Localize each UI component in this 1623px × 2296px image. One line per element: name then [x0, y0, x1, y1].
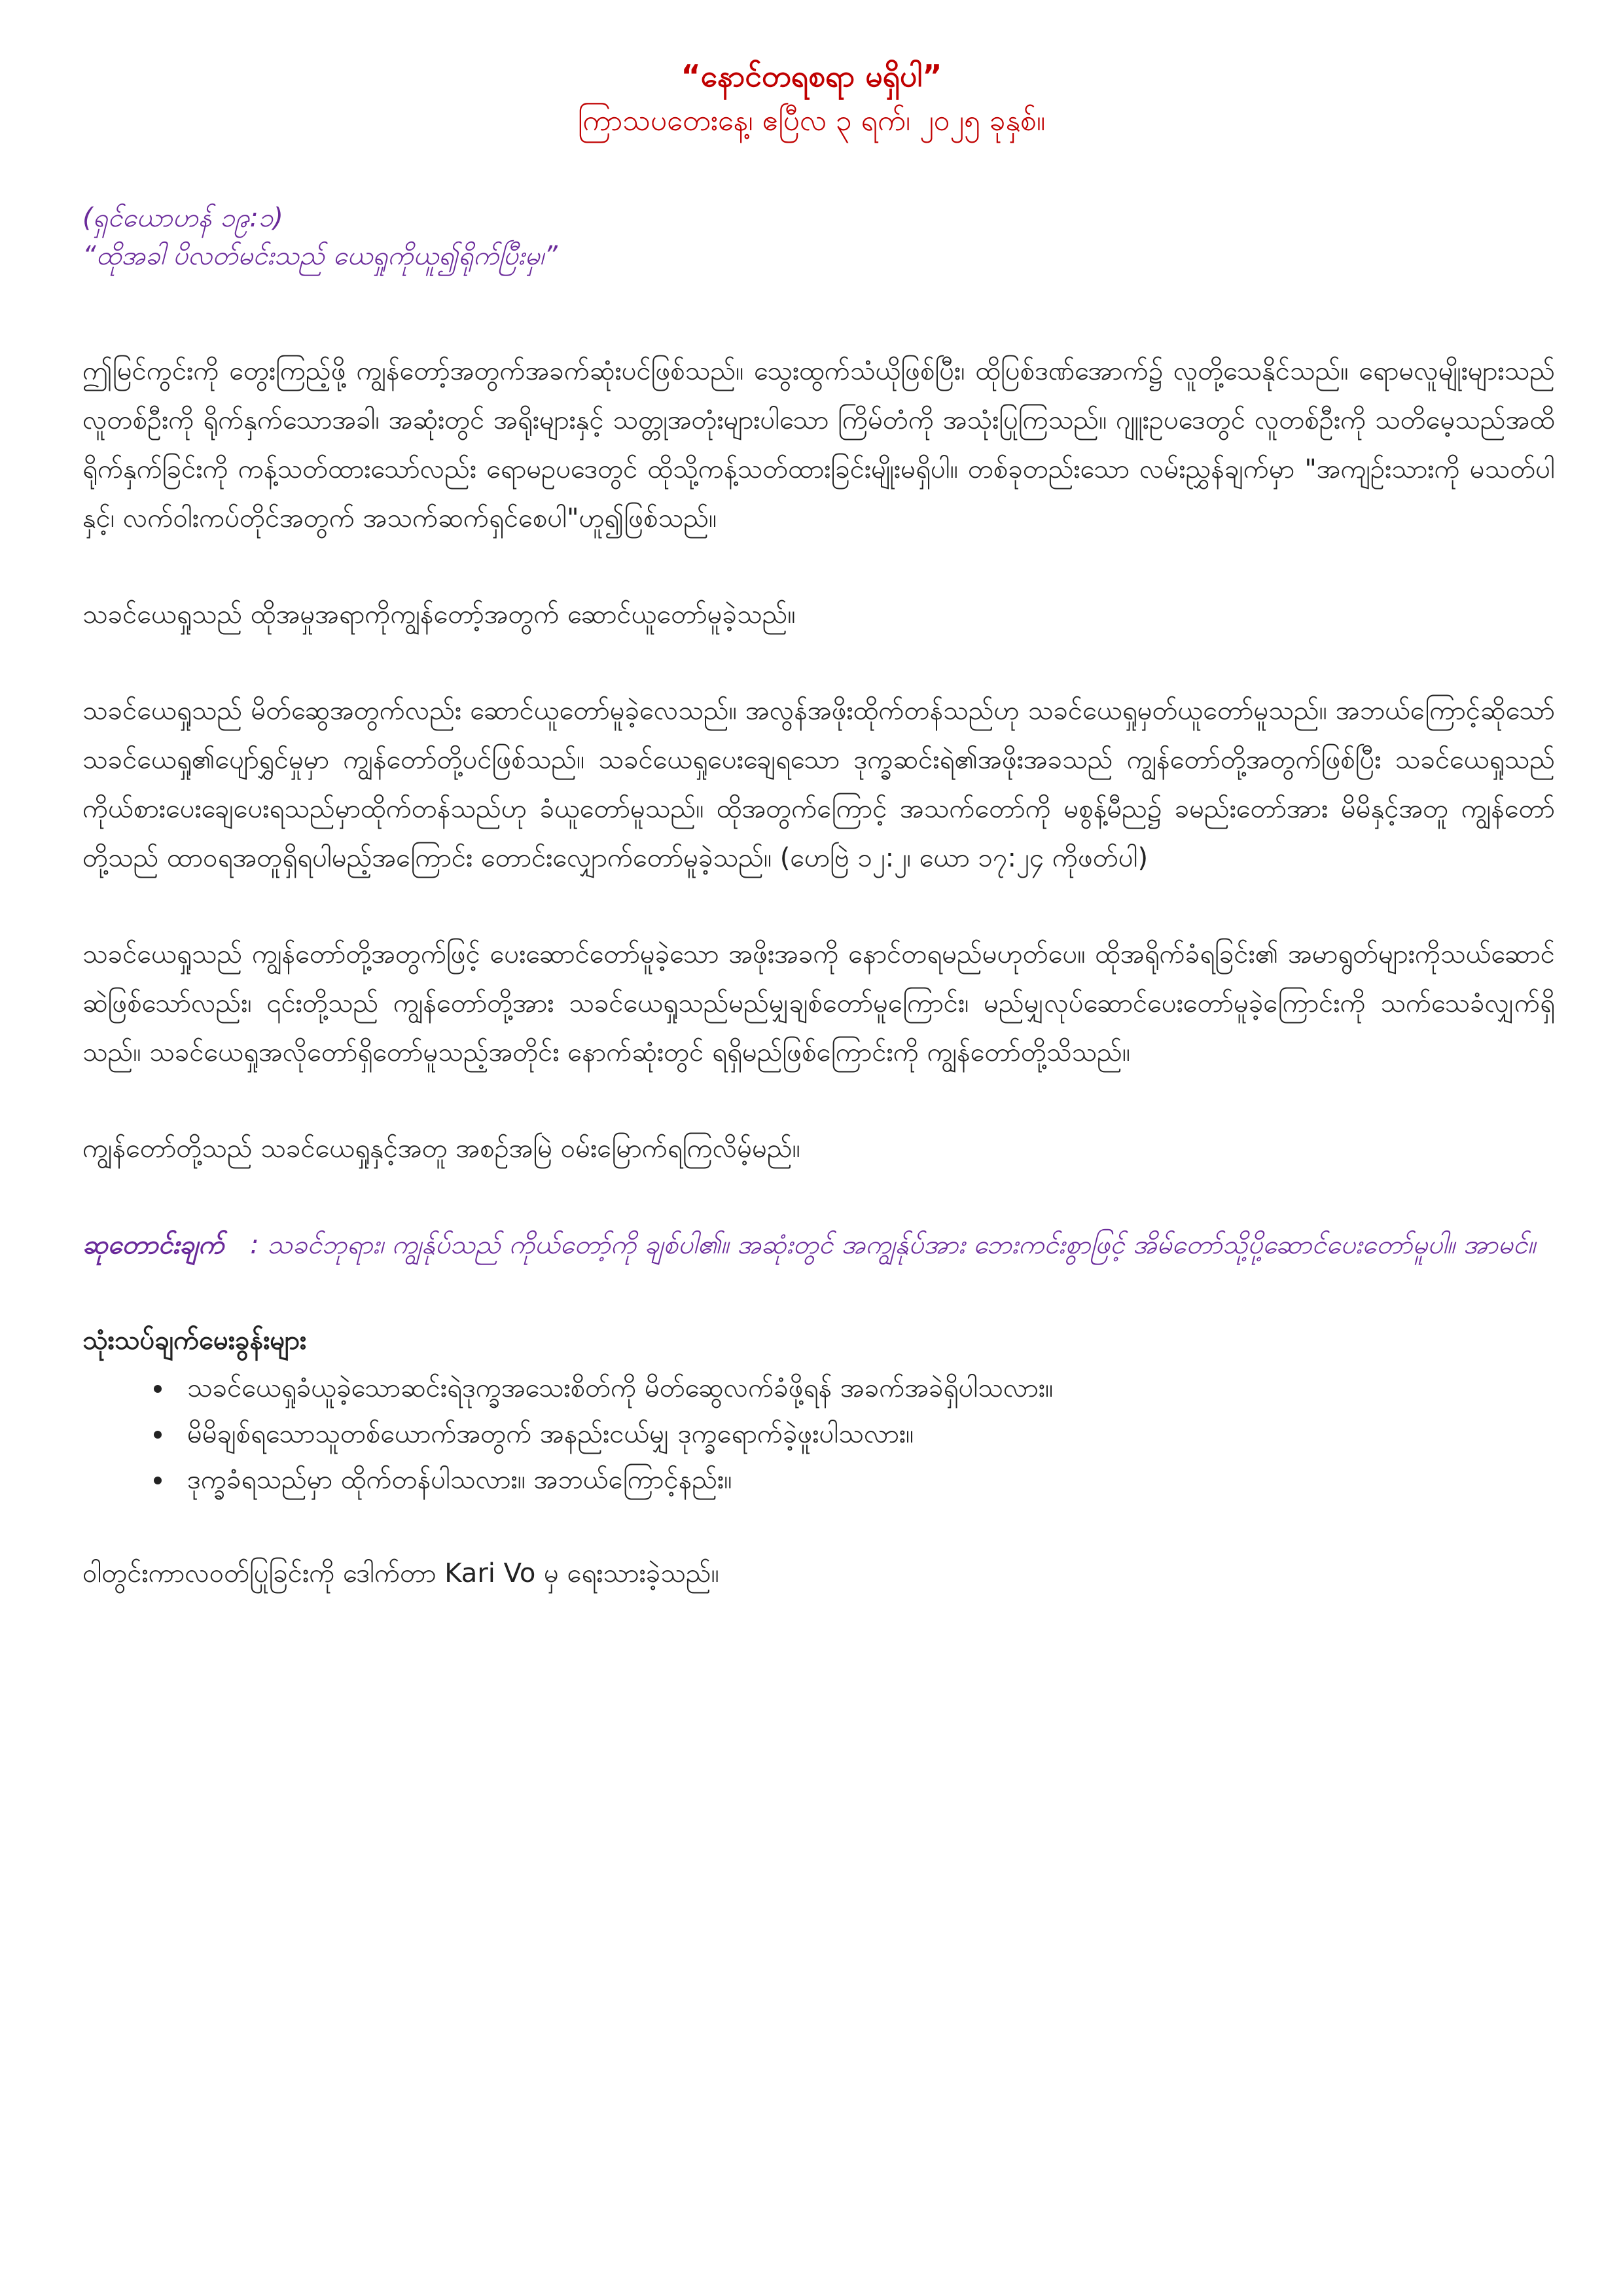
body-paragraph-2: သခင်ယေရှုသည် ထိုအမှုအရာကိုကျွန်တော့်အတွက် ဆောင်ယူတော်မူခဲ့သည်။ — [82, 600, 796, 630]
verse-text: “ထိုအခါ ပိလတ်မင်းသည် ယေရှုကိုယူ၍ရိုက်ပြီးမှ၊” — [82, 241, 558, 271]
page-content — [82, 199, 1555, 1593]
prayer-label: ဆုတောင်းချက် — [82, 1230, 224, 1260]
question-item: • မိမိချစ်ရသောသူတစ်ယောက်အတွက် အနည်းငယ်မျှ ဒုက္ခရောက်ခဲ့ဖူးပါသလား။ — [174, 1411, 1555, 1457]
author-credit: ဝါတွင်းကာလဝတ်ပြုခြင်းကို ဒေါက်တာ Kari Vo မှ ရေးသားခဲ့သည်။ — [82, 1558, 719, 1588]
page-title: “နောင်တရစရာ မရှိပါ” — [681, 58, 942, 94]
questions-list — [82, 1365, 1555, 1503]
question-item: • သခင်ယေရှုခံယူခဲ့သောဆင်းရဲဒုက္ခအသေးစိတ်ကို မိတ်ဆွေလက်ခံဖို့ရန် အခက်အခဲရှိပါသလား။ — [174, 1365, 1555, 1411]
body-paragraph-1: ဤမြင်ကွင်းကို တွေးကြည့်ဖို့ ကျွန်တော့်အတွက်အခက်ဆုံးပင်ဖြစ်သည်။ သွေးထွက်သံယိုဖြစ်ပြီး၊ ထိုပြစ်ဒဏ်အောက်၌ လူတို့သေနိုင်သည်။ ရောမလူမျိုးများသည် လူတစ်ဦးကို ရိုက်နှက်သောအခါ၊ အဆုံးတွင် အရိုးများနှင့် သတ္တုအတုံးများပါသော ကြိမ်တံကို အသုံးပြုကြသည်။ ဂျူးဥပဒေတွင် လူတစ်ဦးကို သတိမေ့သည်အထိ ရိုက်နှက်ခြင်းကို ကန့်သတ်ထားသော်လည်း ရောမဥပဒေတွင် ထိုသို့ကန့်သတ်ထားခြင်းမျိုးမရှိပါ။ တစ်ခုတည်းသော လမ်းညွှန်ချက်မှာ "အကျဉ်းသားကို မသတ်ပါနှင့်၊ လက်ဝါးကပ်တိုင်အတွက် အသက်ဆက်ရှင်စေပါ"ဟူ၍ဖြစ်သည်။ — [82, 356, 1555, 533]
page-date: ကြာသပတေးနေ့၊ ဧပြီလ ၃ ရက်၊ ၂၀၂၅ ခုနှစ်။ — [577, 104, 1046, 137]
body-paragraph-4: သခင်ယေရှုသည် ကျွန်တော်တို့အတွက်ဖြင့် ပေးဆောင်တော်မူခဲ့သော အဖိုးအခကို နောင်တရမည်မဟုတ်ပေ။ ထိုအရိုက်ခံရခြင်း၏ အမာရွတ်များကိုသယ်ဆောင်ဆဲဖြစ်သော်လည်း၊ ၎င်းတို့သည် ကျွန်တော်တို့အား သခင်ယေရှုသည်မည်မျှချစ်တော်မူကြောင်း၊ မည်မျှလုပ်ဆောင်ပေးတော်မူခဲ့ကြောင်းကို သက်သေခံလျှက်ရှိသည်။ သခင်ယေရှုအလိုတော်ရှိတော်မူသည့်အတိုင်း နောက်ဆုံးတွင် ရရှိမည်ဖြစ်ကြောင်းကို ကျွန်တော်တို့သိသည်။ — [82, 939, 1555, 1067]
scripture-verse — [82, 199, 1555, 275]
verse-reference: (ရှင်ယောဟန် ၁၉:၁) — [82, 203, 283, 233]
body-paragraph-3: သခင်ယေရှုသည် မိတ်ဆွေအတွက်လည်း ဆောင်ယူတော်မူခဲ့လေသည်။ အလွန်အဖိုးထိုက်တန်သည်ဟု သခင်ယေရှုမှတ်ယူတော်မူသည်။ အဘယ်ကြောင့်ဆိုသော် သခင်ယေရှု၏ပျော်ရွှင်မှုမှာ ကျွန်တော်တို့ပင်ဖြစ်သည်။ သခင်ယေရှုပေးချေရသော ဒုက္ခဆင်းရဲ၏အဖိုးအခသည် ကျွန်တော်တို့အတွက်ဖြစ်ပြီး သခင်ယေရှုသည် ကိုယ်စားပေးချေပေးရသည်မှာထိုက်တန်သည်ဟု ခံယူတော်မူသည်။ ထိုအတွက်ကြောင့် အသက်တော်ကို မစွန့်မီည၌ ခမည်းတော်အား မိမိနှင့်အတူ ကျွန်တော်တို့သည် ထာဝရအတူရှိရပါမည့်အကြောင်း တောင်းလျှောက်တော်မူခဲ့သည်။ (ဟေဗြဲ ၁၂:၂၊ ယော ၁၇:၂၄ ကိုဖတ်ပါ) — [82, 696, 1555, 873]
page-header — [0, 56, 1623, 143]
questions-heading: သုံးသပ်ချက်မေးခွန်းများ — [82, 1325, 307, 1355]
prayer-block — [82, 1221, 1555, 1270]
prayer-text: : သခင်ဘုရား၊ ကျွန်ုပ်သည် ကိုယ်တော့်ကို ချစ်ပါ၏။ အဆုံးတွင် အကျွန်ုပ်အား ဘေးကင်းစွာဖြင့် အိမ်တော်သို့ပို့ဆောင်ပေးတော်မူပါ။ အာမင်။ — [250, 1230, 1536, 1260]
question-item: • ဒုက္ခခံရသည်မှာ ထိုက်တန်ပါသလား။ အဘယ်ကြောင့်နည်း။ — [174, 1457, 1555, 1503]
body-paragraph-5: ကျွန်တော်တို့သည် သခင်ယေရှုနှင့်အတူ အစဉ်အမြဲ ဝမ်းမြောက်ရကြလိမ့်မည်။ — [82, 1134, 800, 1164]
